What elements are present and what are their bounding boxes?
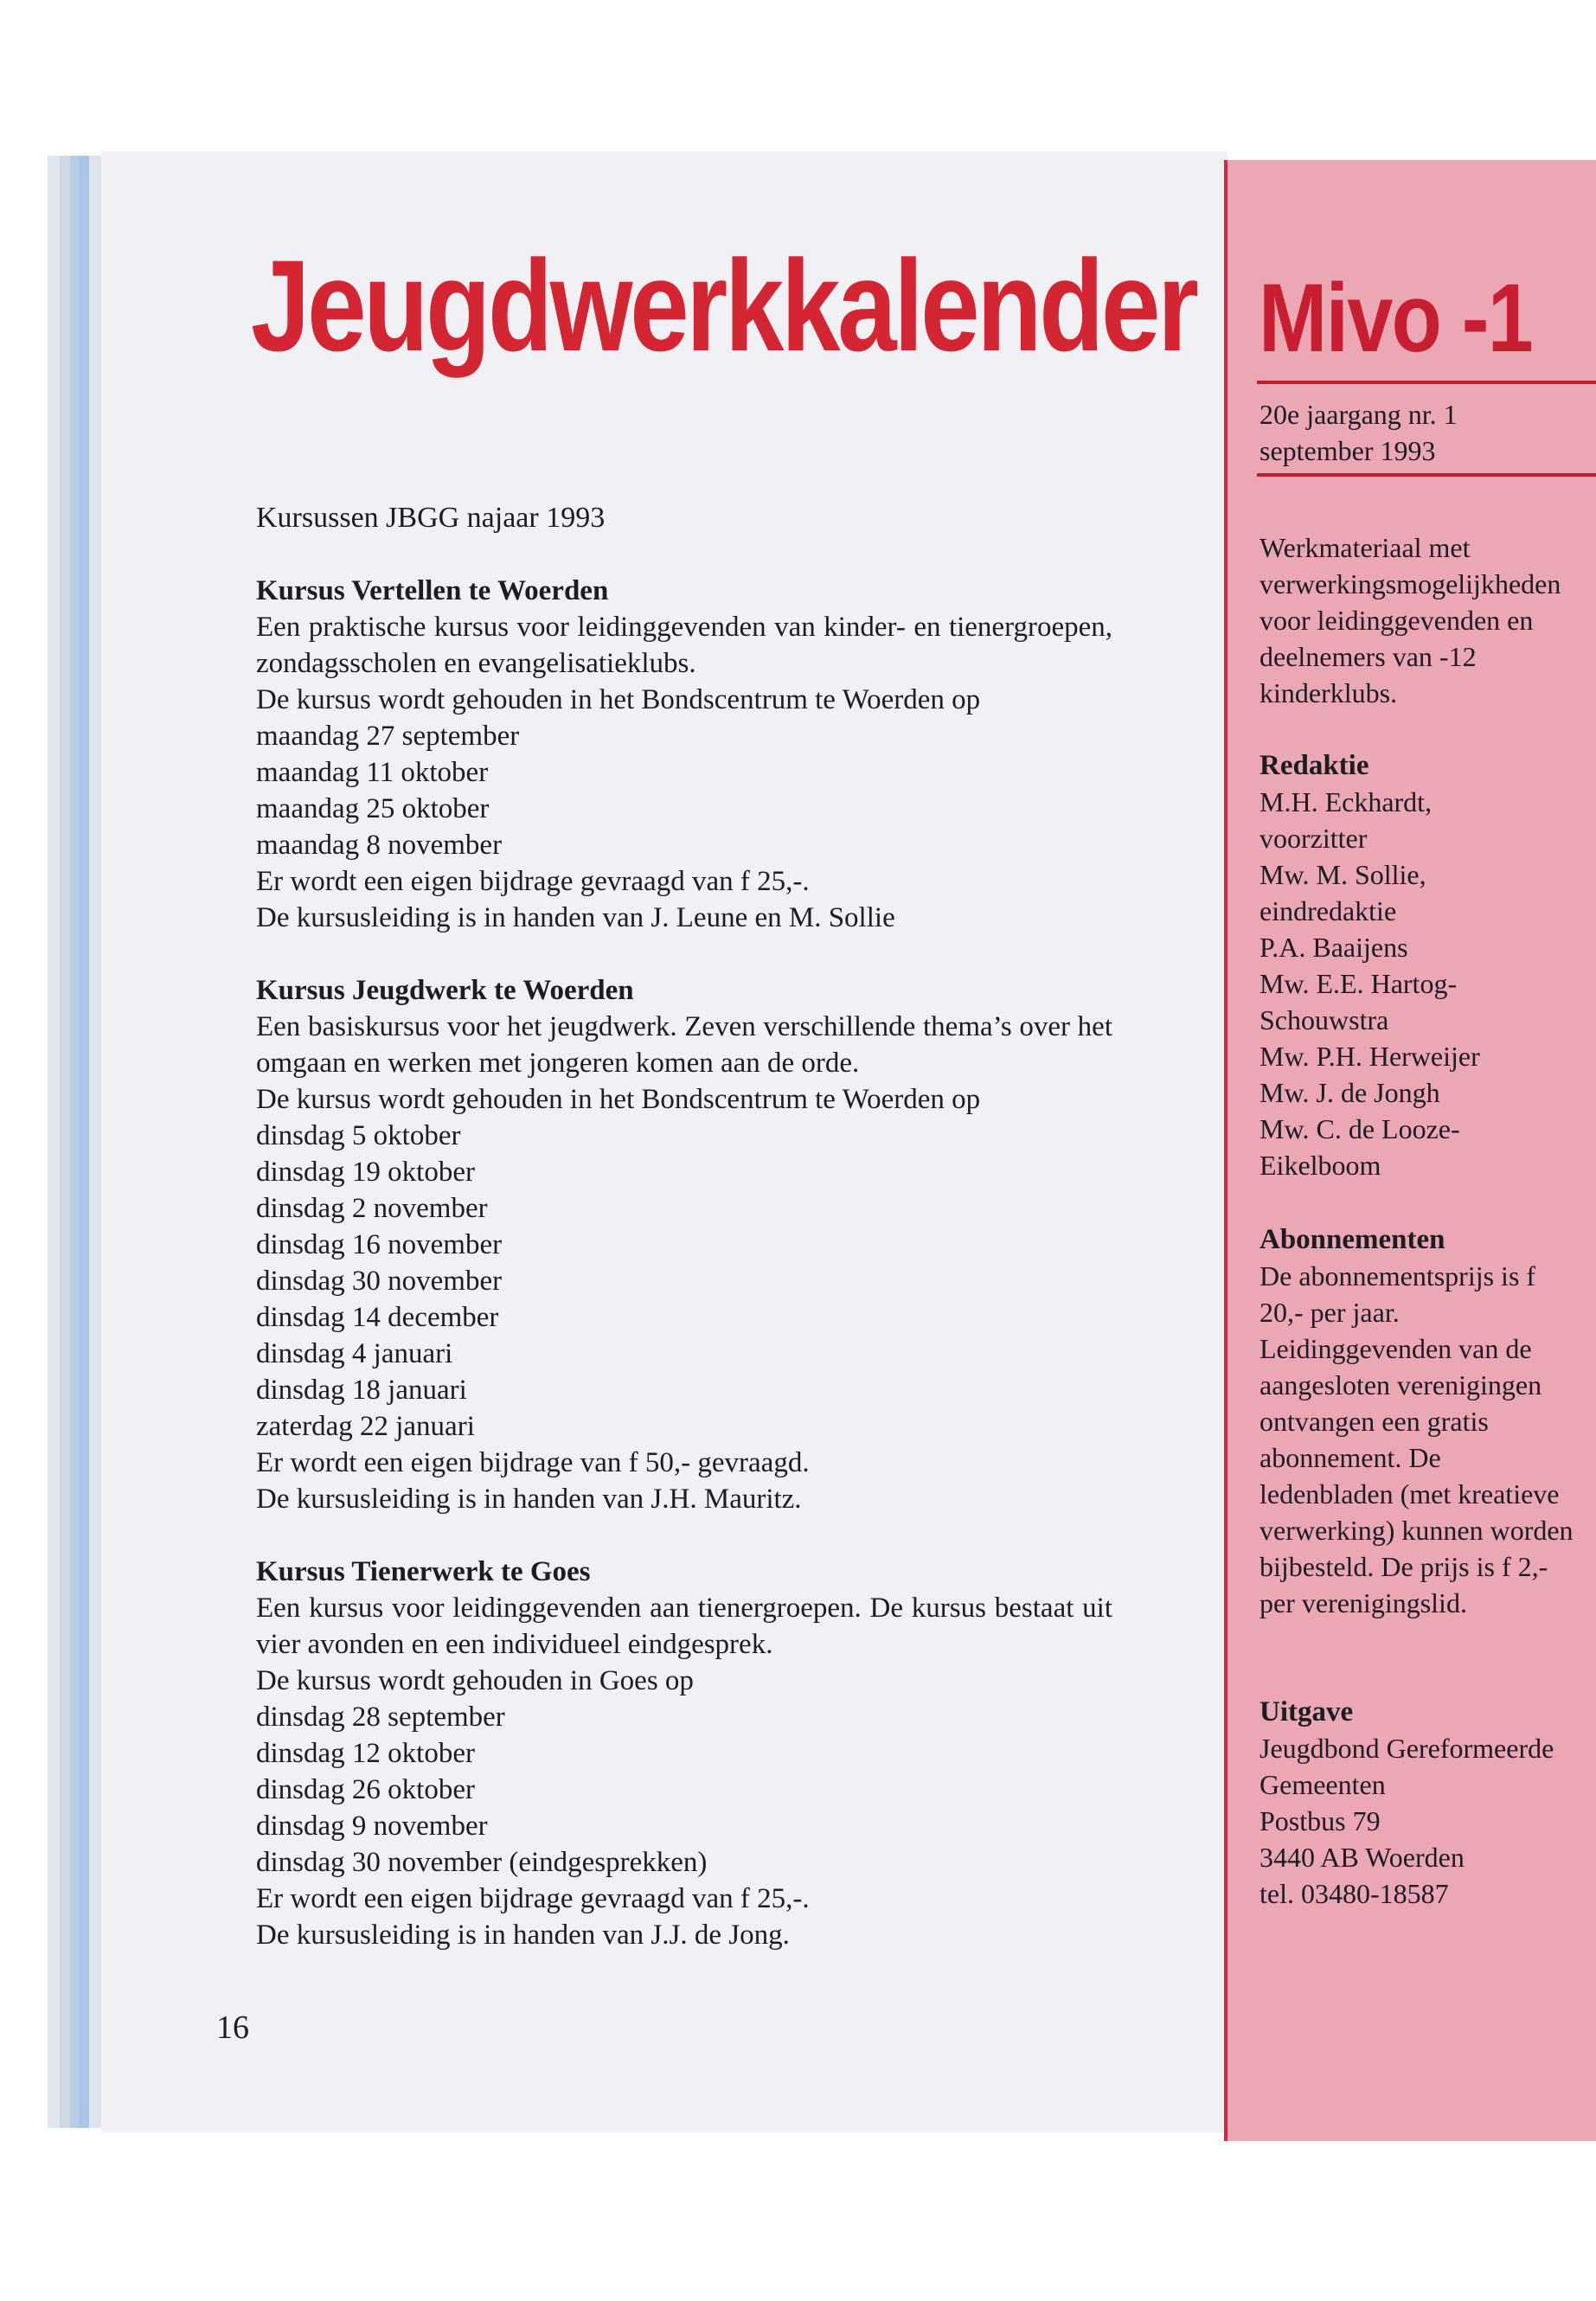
magazine-title: Mivo -1 [1259, 264, 1533, 372]
course-description: Een kursus voor leidinggevenden aan tienergroepen. De kursus bestaat uit vier avonden en een individueel eindgesprek. [256, 1593, 1112, 1660]
course-date: dinsdag 16 november [256, 1229, 503, 1260]
issue-date: september 1993 [1259, 435, 1436, 466]
issue-info [1259, 396, 1580, 469]
sidebar-divider [1224, 160, 1227, 2141]
redaktie-line: Mw. C. de Looze- [1259, 1113, 1460, 1144]
uitgave-line: tel. 03480-18587 [1259, 1878, 1449, 1909]
redaktie-line: Eikelboom [1259, 1150, 1381, 1181]
page-number: 16 [216, 2009, 249, 2046]
course-tienerwerk [256, 1554, 1112, 1953]
course-date: maandag 11 oktober [256, 757, 489, 788]
course-heading: Kursus Jeugdwerk te Woerden [256, 975, 634, 1006]
redaktie-line: Mw. E.E. Hartog- [1259, 968, 1458, 999]
course-description: Een basiskursus voor het jeugdwerk. Zeven verschillende thema’s over het omgaan en werken met jongeren komen aan de orde. [256, 1011, 1112, 1079]
course-date: maandag 25 oktober [256, 793, 490, 824]
abonnementen-heading: Abonnementen [1259, 1224, 1445, 1255]
uitgave-line: Postbus 79 [1259, 1805, 1381, 1836]
course-location: De kursus wordt gehouden in Goes op [256, 1665, 694, 1696]
sidebar-intro [1259, 529, 1580, 711]
page-title: Jeugdwerkkalender [251, 233, 1196, 378]
redaktie-line: Mw. M. Sollie, [1259, 859, 1426, 890]
section-subtitle: Kursussen JBGG najaar 1993 [256, 502, 606, 534]
course-description: Een praktische kursus voor leidinggevenden van kinder- en tienergroepen, zondagsscholen en evangelisatieklubs. [256, 612, 1112, 679]
course-date: dinsdag 2 november [256, 1193, 488, 1224]
course-date: maandag 8 november [256, 830, 503, 861]
redaktie-line: Mw. P.H. Herweijer [1259, 1041, 1480, 1072]
course-date: dinsdag 18 januari [256, 1375, 467, 1406]
course-vertellen [256, 573, 1112, 936]
page-edge [60, 156, 70, 2128]
issue-rule [1257, 473, 1596, 477]
course-jeugdwerk [256, 972, 1112, 1517]
course-date: dinsdag 26 oktober [256, 1774, 475, 1805]
sidebar-intro-text: Werkmateriaal met verwerkingsmogelijkheden voor leidinggevenden en deelnemers van -12 kinderklubs. [1259, 532, 1561, 708]
course-date: dinsdag 14 december [256, 1302, 499, 1333]
course-date: dinsdag 12 oktober [256, 1738, 475, 1769]
course-date: dinsdag 19 oktober [256, 1157, 475, 1188]
course-date: dinsdag 5 oktober [256, 1120, 461, 1151]
course-date: maandag 27 september [256, 721, 520, 752]
course-leader: De kursusleiding is in handen van J.H. Mauritz. [256, 1484, 802, 1515]
redaktie-line: Mw. J. de Jongh [1259, 1077, 1440, 1108]
uitgave-heading: Uitgave [1259, 1696, 1354, 1727]
course-date: dinsdag 9 november [256, 1811, 488, 1842]
redaktie-line: Schouwstra [1259, 1004, 1389, 1035]
page-edge [79, 156, 89, 2128]
page-edge [70, 156, 79, 2128]
redaktie-heading: Redaktie [1259, 750, 1369, 781]
sidebar-uitgave [1259, 1694, 1580, 1912]
page-edge [48, 156, 60, 2128]
redaktie-line: M.H. Eckhardt, [1259, 786, 1433, 817]
course-date: dinsdag 30 november (eindgesprekken) [256, 1847, 708, 1878]
course-heading: Kursus Tienerwerk te Goes [256, 1556, 591, 1587]
course-location: De kursus wordt gehouden in het Bondscentrum te Woerden op [256, 1084, 981, 1115]
header-rule [1257, 381, 1596, 384]
course-leader: De kursusleiding is in handen van J. Leune en M. Sollie [256, 902, 895, 933]
issue-volume: 20e jaargang nr. 1 [1259, 399, 1458, 430]
uitgave-line: Jeugdbond Gereformeerde Gemeenten [1259, 1733, 1554, 1800]
page-edge [89, 156, 101, 2128]
sidebar-redaktie [1259, 747, 1580, 1183]
course-date: dinsdag 28 september [256, 1702, 505, 1733]
abonnementen-text: De abonnementsprijs is f 20,- per jaar. Leidinggevenden van de aangesloten verenigingen ontvangen een gratis abonnement. De ledenbladen (met kreatieve verwerking) kunnen worden bijbesteld. De prijs is f 2,- per verenigingslid. [1259, 1260, 1574, 1618]
course-date: dinsdag 4 januari [256, 1338, 453, 1369]
redaktie-line: P.A. Baaijens [1259, 932, 1408, 963]
course-location: De kursus wordt gehouden in het Bondscentrum te Woerden op [256, 684, 981, 715]
course-cost: Er wordt een eigen bijdrage gevraagd van f 25,-. [256, 866, 810, 897]
course-leader: De kursusleiding is in handen van J.J. de Jong. [256, 1920, 790, 1951]
course-cost: Er wordt een eigen bijdrage van f 50,- gevraagd. [256, 1447, 810, 1478]
course-heading: Kursus Vertellen te Woerden [256, 575, 609, 606]
redaktie-line: eindredaktie [1259, 895, 1397, 926]
main-content [256, 500, 1112, 1953]
course-cost: Er wordt een eigen bijdrage gevraagd van f 25,-. [256, 1883, 810, 1914]
redaktie-line: voorzitter [1259, 823, 1368, 854]
course-date: zaterdag 22 januari [256, 1411, 475, 1442]
sidebar-abonnementen [1259, 1221, 1580, 1621]
uitgave-line: 3440 AB Woerden [1259, 1842, 1465, 1873]
course-date: dinsdag 30 november [256, 1266, 503, 1297]
